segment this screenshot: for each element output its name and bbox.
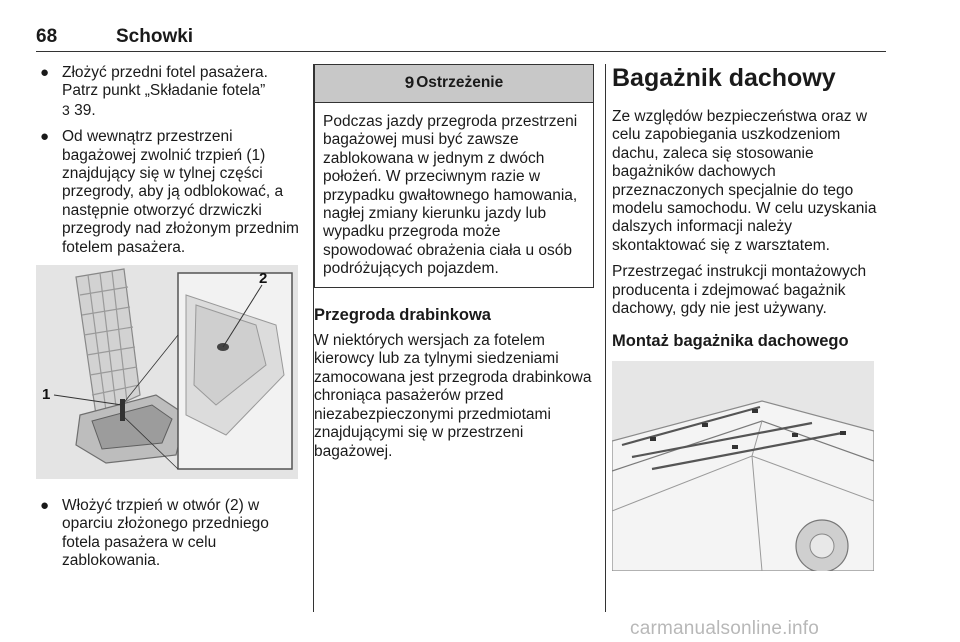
warning-text: Podczas jazdy przegroda przestrzeni bagażowej musi być zawsze zablokowana w jednym z dwóch położeń. W przeciwnym razie w przypadku gwałtownego hamowania, nagłej zmiany kierunku jazdy lub wypadku przegroda może spowodować obrażenia ciała u osób podróżujących pojazdem. — [323, 113, 578, 278]
roof-rack-heading: Bagażnik dachowy — [612, 64, 836, 92]
callout-label-1: 1 — [42, 386, 51, 404]
bullet-insert-pin — [36, 497, 304, 571]
warning-box — [314, 64, 594, 288]
warning-header — [315, 65, 593, 103]
column-divider-2 — [605, 64, 606, 612]
bullet-fold-seat — [36, 64, 304, 120]
ladder-partition-paragraph: W niektórych wersjach za fotelem kierowcy lub za tylnymi siedzeniami zamocowana jest przegroda drabinkowa chroniąca pasażerów przed niezabezpieczonymi przedmiotami znajdującymi się w przestrzeni bagażowej. — [314, 332, 592, 460]
page-ref-link[interactable]: 39. — [69, 101, 96, 119]
partition-pin-svg — [36, 265, 298, 479]
bullet-dot: ● — [40, 128, 50, 146]
column-3 — [612, 64, 890, 571]
page-header — [36, 26, 886, 52]
ladder-partition-heading: Przegroda drabinkowa — [314, 305, 491, 324]
roof-rack-illustration — [612, 361, 874, 571]
bullet-release-pin-text: Od wewnątrz przestrzeni bagażowej zwolnić trzpień (1) znajdujący się w tylnej części przegrody, aby ją odblokować, a następnie otworzyć drzwiczki przegrody nad złożonym przednim fotelem pasażera. — [62, 128, 299, 256]
bullet-fold-seat-line1: Złożyć przedni fotel pasażera. — [62, 64, 268, 81]
warning-icon: 9 — [404, 73, 415, 93]
inset-detail-drawing — [178, 273, 292, 469]
column-2 — [312, 64, 594, 469]
roof-rack-paragraph-2: Przestrzegać instrukcji montażowych producenta i zdejmować bagażnik dachowy, gdy nie jest używany. — [612, 263, 867, 318]
roof-rack-mounting-heading: Montaż bagażnika dachowego — [612, 332, 849, 351]
callout-label-2: 2 — [259, 270, 268, 288]
bullet-insert-pin-text: Włożyć trzpień w otwór (2) w oparciu złożonego przedniego fotela pasażera w celu zablokowania. — [62, 497, 269, 570]
column-1 — [36, 64, 304, 579]
warning-title: Ostrzeżenie — [416, 74, 504, 92]
bullet-dot: ● — [40, 64, 50, 81]
bullet-fold-seat-line2: Patrz punkt „Składanie fotela” — [62, 82, 266, 100]
roof-rack-paragraph-1: Ze względów bezpieczeństwa oraz w celu zapobiegania uszkodzeniom dachu, zaleca się stosowanie bagażników dachowych przeznaczonych specjalnie do tego modelu samochodu. W celu uzyskania dalszych informacji należy skontaktować się z warsztatem. — [612, 108, 877, 254]
bullet-release-pin — [36, 128, 304, 257]
roof-rack-svg — [612, 361, 874, 571]
page-number: 68 — [36, 26, 58, 47]
page-ref-arrow-icon: 3 — [62, 101, 70, 118]
bullet-dot: ● — [40, 497, 50, 515]
watermark: carmanualsonline.info — [630, 618, 820, 639]
section-title: Schowki — [116, 26, 194, 47]
partition-pin-illustration — [36, 265, 298, 479]
